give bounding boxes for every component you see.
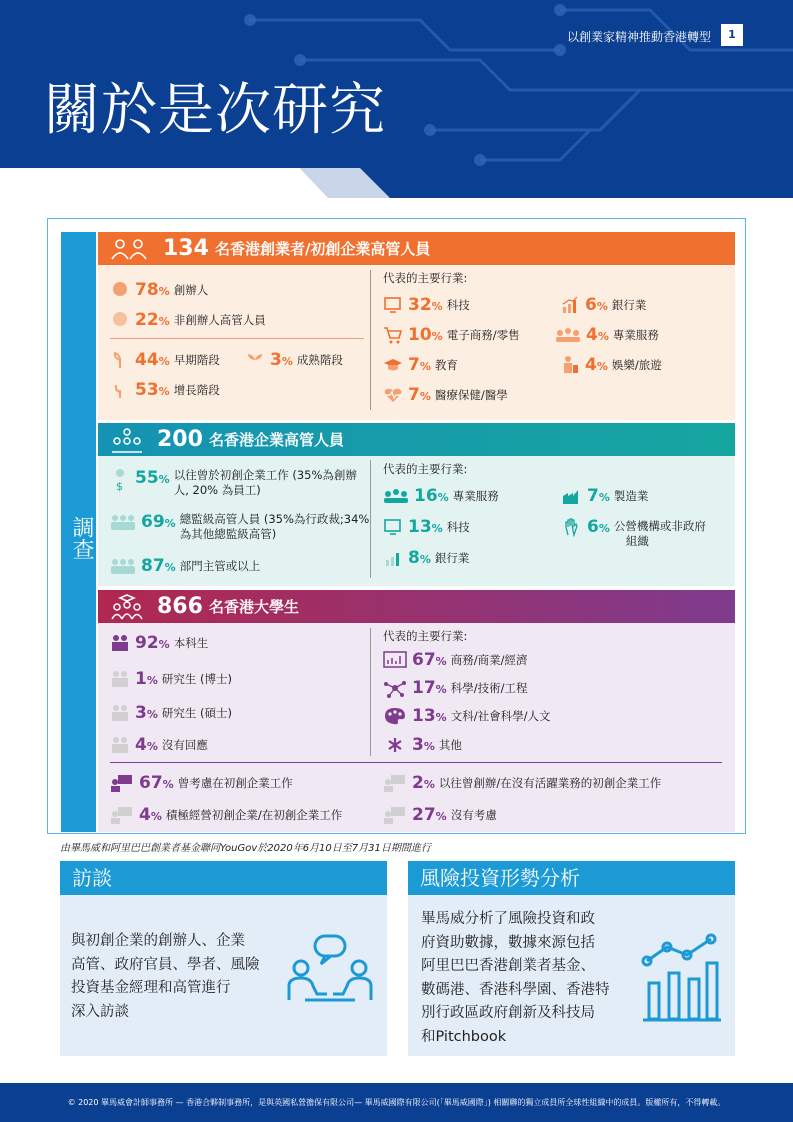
graduation-cap-icon [383,355,403,375]
stat-text: 創辦人 [173,283,209,297]
stat-pct: 4% [585,355,608,375]
stat-pct: 7% [408,385,431,405]
stat-masters [110,703,232,723]
person-icon [560,355,580,375]
stat-text: 以往曾於初創企業工作 (35%為創辦 人, 20% 為員工) [173,468,357,497]
stat-text: 增長階段 [173,383,220,397]
industry-entertainment [560,355,662,375]
survey-sidebar [61,232,96,832]
stat-pct: 2% [412,773,435,793]
students-group-icon [110,703,130,723]
industry-professional [383,486,499,506]
founders-icon [110,237,150,261]
students-group-icon [110,669,130,689]
industry-tech [383,517,470,537]
plant-icon [245,350,265,370]
interview-panel [60,861,387,1056]
section2-divider [370,460,371,578]
cart-icon [383,325,403,345]
industry-arts [383,706,550,726]
section1-divider [370,270,371,410]
stat-text: 早期階段 [173,353,220,367]
stat-text: 教育 [434,358,458,372]
stat-text: 本科生 [173,636,209,650]
section3-hdivider [110,762,722,763]
chart-board-icon [383,650,407,670]
section1-industries-title: 代表的主要行業: [383,271,468,285]
stat-text: 娛樂/旅遊 [611,358,662,372]
bar-chart-icon [383,548,403,568]
heart-icon [383,385,403,405]
industry-banking [560,295,646,315]
stat-early-stage [110,350,220,370]
page-header [0,0,793,205]
stat-no-response [110,735,208,755]
stat-text: 專業服務 [612,328,659,342]
stat-former-startup [383,773,661,793]
executives-icon [110,427,144,453]
industry-professional [555,325,659,345]
students-group-icon [110,633,130,653]
stat-pct: 44% [135,350,170,370]
stat-text: 總監級高管人員 (35%為行政裁;34% 為其他總監級高管) [179,512,370,541]
stat-text: 部門主管或以上 [179,559,261,573]
industry-healthcare [383,385,508,405]
head-icon [110,280,130,300]
stat-text: 文科/社會科學/人文 [450,709,551,723]
stat-pct: 69% [141,512,176,532]
stat-pct: 16% [414,486,449,506]
stat-pct: 13% [408,517,443,537]
stat-pct: 87% [141,556,176,576]
stat-pct: 8% [408,548,431,568]
students-group-icon [110,735,130,755]
presenter-icon [110,773,134,793]
stat-pct: 4% [135,735,158,755]
stat-text: 積極經營初創企業/在初創企業工作 [165,808,343,822]
interview-text: 與初創企業的創辦人、企業 高管、政府官員、學者、風險 投資基金經理和高管進行 深入訪談 [71,933,260,1020]
conversation-icon [287,934,373,1014]
stat-text: 製造業 [613,489,649,503]
stat-pct: 3% [412,735,435,755]
stat-pct: 78% [135,280,170,300]
stat-pct: 67% [139,773,174,793]
stat-pct: 3% [270,350,293,370]
stat-text: 研究生 (碩士) [161,706,233,720]
industry-manufacturing [562,486,648,506]
section3-divider [370,628,371,756]
stat-pct: 53% [135,380,170,400]
stat-text: 電子商務/零售 [446,328,520,342]
stat-pct: 27% [412,805,447,825]
head-icon [110,310,130,330]
industry-other [383,735,462,755]
stat-text: 醫療保健/醫學 [434,388,508,402]
industry-tech [383,295,470,315]
stat-founders [110,280,208,300]
stat-non-founders [110,310,266,330]
analysis-text: 畢馬威分析了風險投資和政 府資助數據，數據來源包括 阿里巴巴香港創業者基金、 數碼港、香港科學園、香港特 別行政區政府創新及科技局 和Pitchbook [421,911,610,1045]
monitor-icon [383,517,403,537]
survey-label: 調查 [69,516,94,560]
stat-pct: 6% [585,295,608,315]
header-wave [0,168,793,205]
section1-hdivider [110,338,364,339]
seedling-icon [110,380,130,400]
section1-label: 名香港創業者/初創企業高管人員 [214,240,431,258]
section3-header [98,590,735,623]
monitor-icon [383,295,403,315]
molecule-icon [383,678,407,698]
stat-pct: 13% [412,706,447,726]
stat-text: 沒有考慮 [450,808,497,822]
presenter-icon [383,773,407,793]
hand-icon [562,517,582,537]
stat-pct: 4% [586,325,609,345]
stat-undergraduate [110,633,208,653]
stat-pct: 92% [135,633,170,653]
stat-text: 商務/商業/經濟 [450,653,528,667]
asterisk-icon [383,735,407,755]
factory-icon [562,486,582,506]
section3-count: 866 [157,594,203,619]
section2-label: 名香港企業高管人員 [208,431,344,449]
money-person-icon [110,468,130,492]
stat-pct: 7% [587,486,610,506]
stat-text: 公營機構或非政府 組織 [613,519,706,548]
stat-text: 研究生 (博士) [161,672,233,686]
people-icon [383,486,409,506]
industry-ecommerce [383,325,520,345]
stat-pct: 1% [135,669,158,689]
stat-text: 以往曾創辦/在沒有活躍業務的初創企業工作 [438,776,662,790]
section3-label: 名香港大學生 [208,598,299,616]
stat-active-startup [110,805,342,825]
stat-department-head [110,556,260,576]
stat-pct: 3% [135,703,158,723]
stat-pct: 67% [412,650,447,670]
stat-pct: 7% [408,355,431,375]
stat-pct: 6% [587,517,610,537]
stat-text: 其他 [438,738,462,752]
stat-pct: 4% [139,805,162,825]
palette-icon [383,706,407,726]
section3-industries-title: 代表的主要行業: [383,629,468,643]
stat-pct: 22% [135,310,170,330]
stat-text: 專業服務 [452,489,499,503]
section2-header [98,423,735,456]
report-title: 以創業家精神推動香港轉型 [566,30,711,44]
stat-phd [110,669,232,689]
stat-not-considered [383,805,497,825]
stat-text: 曾考慮在初創企業工作 [177,776,293,790]
page-title: 關於是次研究 [44,78,386,143]
stat-director-level [110,512,369,542]
stat-text: 沒有回應 [161,738,208,752]
stat-pct: 10% [408,325,443,345]
bar-chart-icon [560,295,580,315]
stat-startup-experience [110,468,357,498]
stat-text: 非創辦人高管人員 [173,313,266,327]
industry-public-sector [562,517,706,549]
industry-business [383,650,527,670]
bar-chart-icon [641,933,723,1023]
group-icon [110,556,136,576]
group-icon [110,512,136,532]
section1-count: 134 [163,236,209,261]
stat-text: 科技 [446,520,470,534]
stat-pct: 55% [135,468,170,488]
page-number: 1 [721,24,743,46]
section2-industries-title: 代表的主要行業: [383,462,468,476]
stat-pct: 32% [408,295,443,315]
stat-mature-stage [245,350,343,370]
industry-banking [383,548,469,568]
presenter-icon [110,805,134,825]
analysis-panel [408,861,735,1056]
svg-text:$: $ [116,480,123,492]
survey-note: 由畢馬威和阿里巴巴創業者基金聯同YouGov於2020年6月10日至7月31日期間進行 [60,843,431,854]
students-icon [110,594,144,620]
stat-pct: 17% [412,678,447,698]
stat-text: 科技 [446,298,470,312]
analysis-title: 風險投資形勢分析 [408,861,735,895]
stat-text: 科學/技術/工程 [450,681,528,695]
sprout-icon [110,350,130,370]
industry-education [383,355,458,375]
section2-count: 200 [157,427,203,452]
stat-text: 銀行業 [434,551,470,565]
presenter-icon [383,805,407,825]
interview-title: 訪談 [60,861,387,895]
stat-text: 成熟階段 [296,353,343,367]
industry-science [383,678,527,698]
section1-header [98,232,735,265]
people-icon [555,325,581,345]
footer-copyright: © 2020 畢馬威會計師事務所 — 香港合夥制事務所，是與英國私營擔保有限公司— 畢馬威國際有限公司(「畢馬威國際」) 相關聯的獨立成員所全球性組織中的成員。版權所有，不得轉載。 [0,1083,793,1122]
stat-considered-startup [110,773,293,793]
stat-text: 銀行業 [611,298,647,312]
stat-growth-stage [110,380,220,400]
